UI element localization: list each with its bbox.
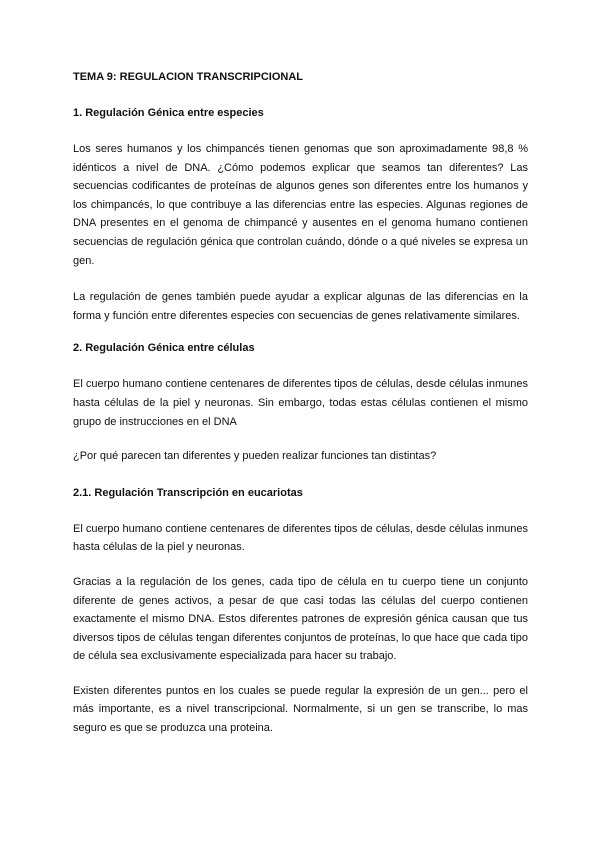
section-2-1-paragraph-3: Existen diferentes puntos en los cuales se puede regular la expresión de un gen... pero el más importante, es a nivel transcripcional. Normalmente, si un gen se transcribe, lo mas seguro es que se produzca una proteina. — [73, 684, 528, 735]
section-1-paragraph-2: La regulación de genes también puede ayudar a explicar algunas de las diferencias en la forma y función entre diferentes especies con secuencias de genes relativamente similares. — [73, 291, 528, 322]
document-page — [73, 68, 528, 738]
section-2-1-paragraph-2: Gracias a la regulación de los genes, cada tipo de célula en tu cuerpo tiene un conjunto diferente de genes activos, a pesar de que casi todas las células del cuerpo contienen exactamente el mismo DNA. Estos diferentes patrones de expresión génica causan que tus diversos tipos de células tengan diferentes conjuntos de proteínas, lo que hace que cada tipo de célula sea exclusivamente especializada para hacer su trabajo. — [73, 575, 528, 663]
section-1-paragraph-1: Los seres humanos y los chimpancés tienen genomas que son aproximadamente 98,8 % idénticos a nivel de DNA. ¿Cómo podemos explicar que seamos tan diferentes? Las secuencias codificantes de proteínas de algunos genes son diferentes entre los humanos y los chimpancés, lo que contribuye a las diferencias entre las especies. Algunas regiones de DNA presentes en el genoma de chimpancé y ausentes en el genoma humano contienen secuencias de regulación génica que controlan cuándo, dónde o a qué niveles se expresa un gen. — [73, 143, 528, 267]
section-2-paragraph-1: El cuerpo humano contiene centenares de diferentes tipos de células, desde células inmunes hasta células de la piel y neuronas. Sin embargo, todas estas células contienen el mismo grupo de instrucciones en el DNA — [73, 378, 528, 428]
section-2-1-heading: 2.1. Regulación Transcripción en eucariotas — [73, 486, 303, 499]
section-1-heading: 1. Regulación Génica entre especies — [73, 107, 264, 119]
section-2-heading: 2. Regulación Génica entre células — [73, 342, 255, 355]
section-2-paragraph-2: ¿Por qué parecen tan diferentes y pueden realizar funciones tan distintas? — [73, 450, 437, 463]
section-2-1-paragraph-1: El cuerpo humano contiene centenares de diferentes tipos de células, desde células inmunes hasta células de la piel y neuronas. — [73, 522, 528, 554]
document-title: TEMA 9: REGULACION TRANSCRIPCIONAL — [73, 71, 303, 83]
